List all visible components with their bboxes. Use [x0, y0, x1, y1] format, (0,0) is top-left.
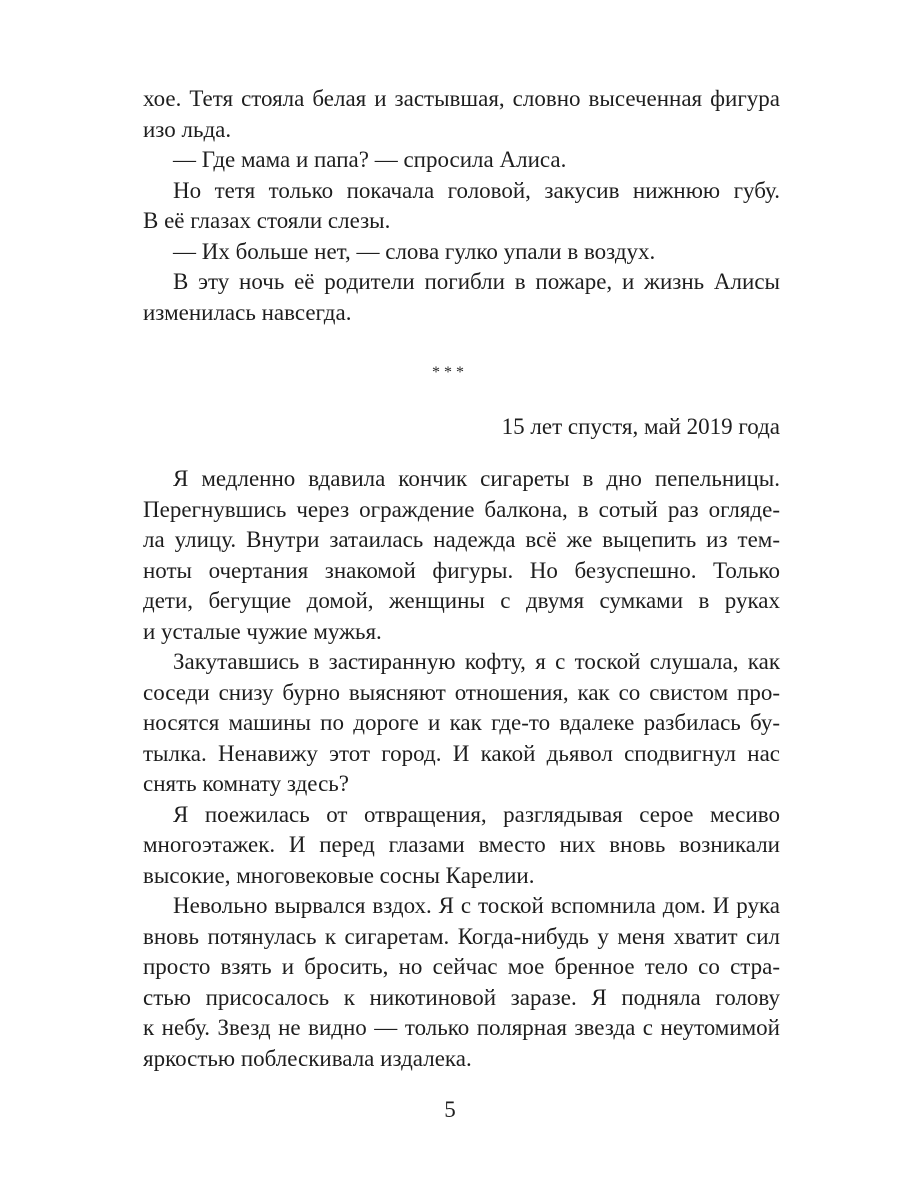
text-line: В её глазах стояли слезы.: [143, 208, 391, 233]
text-line: изменилась навсегда.: [143, 299, 352, 325]
text-line: стью присосалось к никотиновой заразе. Я подняла голову: [143, 984, 780, 1010]
paragraph: [143, 647, 780, 800]
text-line: и усталые чужие мужья.: [143, 618, 382, 644]
text-line: — Где мама и папа? — спросила Алиса.: [173, 147, 567, 172]
section-dateline: 15 лет спустя, май 2019 года: [501, 414, 780, 439]
text-line: многоэтажек. И перед глазами вместо них вновь возникали: [143, 832, 780, 857]
text-line: соседи снизу бурно выясняют отношения, как со свистом про-: [143, 679, 780, 705]
text-line: к небу. Звезд не видно — только полярная звезда с неутомимой: [143, 1015, 780, 1040]
text-line: Закутавшись в застиранную кофту, я с тоской слушала, как: [173, 649, 780, 674]
paragraph: [143, 145, 780, 176]
text-line: снять комнату здесь?: [143, 771, 349, 796]
text-line: Я поежилась от отвращения, разглядывая серое месиво: [173, 801, 780, 827]
text-line: Перегнувшись через ограждение балкона, в сотый раз огляде-: [143, 496, 780, 522]
text-line: яркостью поблескивала издалека.: [143, 1045, 472, 1071]
text-line: тылка. Ненавижу этот город. И какой дьявол сподвигнул нас: [143, 740, 780, 766]
paragraph: [143, 237, 780, 268]
paragraph: [143, 800, 780, 892]
text-line: ноты очертания знакомой фигуры. Но безуспешно. Только: [143, 557, 780, 583]
text-line: Я медленно вдавила кончик сигареты в дно пепельницы.: [173, 466, 780, 491]
paragraph: [143, 176, 780, 237]
text-line: изо льда.: [143, 116, 232, 142]
text-line: Но тетя только покачала головой, закусив нижнюю губу.: [173, 177, 780, 203]
text-line: В эту ночь её родители погибли в пожаре, и жизнь Алисы: [173, 269, 780, 294]
paragraph: [143, 267, 780, 328]
text-block-before-separator: [143, 84, 780, 328]
paragraph: [143, 84, 780, 145]
text-line: носятся машины по дороге и как где-то вдалеке разбилась бу-: [143, 710, 780, 735]
text-line: ла улицу. Внутри затаилась надежда всё же выцепить из тем-: [143, 527, 780, 552]
text-line: Невольно вырвался вздох. Я с тоской вспомнила дом. И рука: [173, 893, 780, 918]
text-line: — Их больше нет, — слова гулко упали в воздух.: [173, 238, 656, 264]
text-line: хое. Тетя стояла белая и застывшая, словно высеченная фигура: [143, 86, 780, 111]
text-line: просто взять и бросить, но сейчас мое бренное тело со стра-: [143, 954, 780, 979]
paragraph: [143, 891, 780, 1074]
text-block-after-separator: [143, 464, 780, 1074]
section-separator: ***: [432, 364, 468, 381]
paragraph: [143, 464, 780, 647]
text-line: дети, бегущие домой, женщины с двумя сумками в руках: [143, 588, 780, 613]
page-number: 5: [444, 1097, 456, 1122]
text-line: высокие, многовековые сосны Карелии.: [143, 862, 535, 888]
text-line: вновь потянулась к сигаретам. Когда-нибудь у меня хватит сил: [143, 923, 780, 949]
